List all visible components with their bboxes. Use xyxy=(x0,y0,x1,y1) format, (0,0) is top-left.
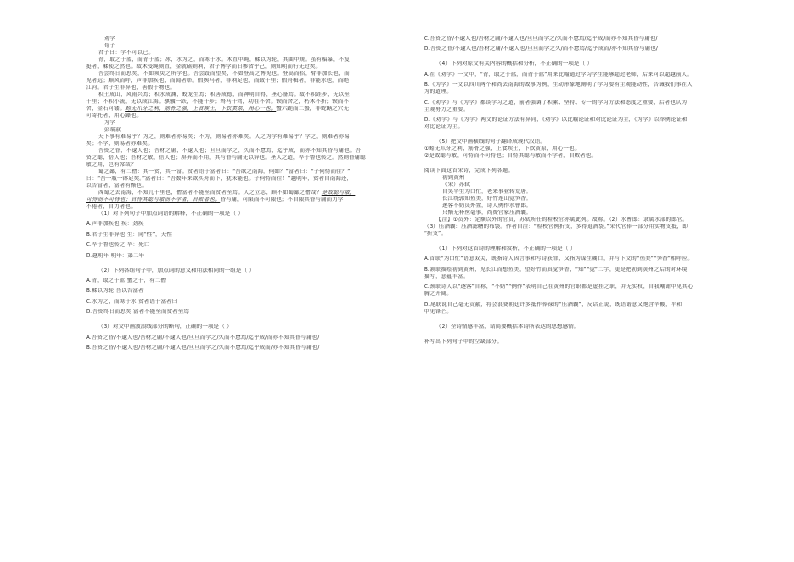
right-text-line xyxy=(424,89,724,96)
left-text-line xyxy=(86,299,386,306)
line-text: 天下事有难易乎？为之，则难者亦易矣；不为，则易者亦难矣。人之为学有难易乎？学之，则难者亦易 xyxy=(98,134,350,140)
line-spacer xyxy=(86,260,386,268)
left-text-line xyxy=(86,204,386,211)
right-text-line xyxy=(424,36,724,43)
left-text-line xyxy=(86,148,386,155)
line-text: 劝学 xyxy=(104,36,116,42)
line-text: 千里；不积小流，无以成江海。骐骥一跃，不能十步；驽马十驾，功在不舍。锲而舍之，朽木不折；锲而不 xyxy=(86,99,349,105)
line-text: 矣；不学，则易者亦难矣。 xyxy=(86,141,154,147)
line-spacer xyxy=(86,316,386,324)
line-text: 彭端淑 xyxy=(104,127,121,133)
left-text-line xyxy=(86,120,386,127)
left-text-line xyxy=(86,155,386,162)
left-text-line xyxy=(86,183,386,190)
right-text-line xyxy=(424,231,724,238)
line-text: 积土成山，风雨兴焉；积水成渊，蛟龙生焉；积善成德，而神明自得，圣心备焉。故不积跬步，无以至 xyxy=(98,92,350,98)
left-text-line xyxy=(86,50,386,57)
left-text-line xyxy=(86,92,386,99)
right-text-line xyxy=(424,309,724,316)
left-text-line xyxy=(86,211,386,218)
left-text-line xyxy=(86,127,386,134)
left-text-line xyxy=(86,141,386,148)
left-text-line xyxy=(86,309,386,316)
line-text: 逐客不妨员外置，诗人例作水曹郎。 xyxy=(442,202,532,209)
right-text-line xyxy=(424,61,724,68)
right-text-line xyxy=(424,153,724,160)
left-text-line xyxy=(86,242,386,249)
line-text: D.吾资之昏/不逮人也/吾材之庸/不逮人也/旦旦而学之久/而不怠焉/迄乎成而/亦不知其昏与庸也/ xyxy=(424,46,658,53)
right-text-line xyxy=(424,224,724,231)
line-spacer xyxy=(424,238,724,246)
left-text-line xyxy=(86,57,386,64)
right-text-line xyxy=(424,82,724,89)
right-text-line xyxy=(424,203,724,210)
left-text-line xyxy=(86,190,386,197)
right-text-line xyxy=(424,284,724,291)
line-text: ①蚓无爪牙之利，筋骨之强，上食埃土，下饮黄泉，用心一也。 xyxy=(424,145,581,152)
left-text-line xyxy=(86,278,386,285)
line-text: （1）下列对这首诗的理解和赏析，不正确的一项是（ ） xyxy=(436,245,576,252)
line-text: 胸之开阔。 xyxy=(424,291,452,298)
left-text-line xyxy=(86,134,386,141)
line-text: 敏之用，岂有常哉？ xyxy=(86,162,137,168)
left-text-line xyxy=(86,335,386,342)
line-text: 可寄托者，用心躁也。 xyxy=(86,113,142,119)
line-text: B.颔联描绘初到黄州，见长江而想鱼美，望好竹而真觉笋香，“知”“觉”二字，更是把初到黄州之后的对环境 xyxy=(424,266,688,273)
right-text-line xyxy=(424,100,724,107)
right-text-line xyxy=(424,182,724,189)
line-spacer xyxy=(424,316,724,324)
left-text-line xyxy=(86,345,386,352)
line-text: 长江绕郭知鱼美，好竹连山觉笋香。 xyxy=(442,195,532,202)
left-text-line xyxy=(86,71,386,78)
right-text-line xyxy=(424,146,724,153)
line-text: D.吾资终日而思矣 富者不能至而贫者至焉 xyxy=(86,309,189,316)
line-text: 荀子 xyxy=(104,43,116,49)
right-text-line xyxy=(424,324,724,331)
line-text: 对比论证为主。 xyxy=(424,123,464,130)
right-text-line xyxy=(424,210,724,217)
right-text-line xyxy=(424,196,724,203)
line-text: 阅读下面这首宋诗，完成下列各题。 xyxy=(424,167,514,174)
line-spacer xyxy=(424,131,724,139)
left-text-line xyxy=(86,232,386,239)
line-text: 青，取之于蓝，而青于蓝；冰，水为之，而寒于水。木直中绳，輮以为轮，其曲中规。虽有槁暴，不复 xyxy=(98,57,350,63)
right-text-line xyxy=(424,256,724,263)
left-text-line xyxy=(86,85,386,92)
left-text-line xyxy=(86,162,386,169)
line-text: （1）对下列句子中加点词语的解释，不正确的一项是（ ） xyxy=(98,211,244,217)
line-text: 舍，金石可镂。 xyxy=(86,106,126,112)
line-text: B.《为学》一文以四川两个和尚去南海的故事为例，生动形象地阐明了学习要有主观能动性，告诫我们事在人 xyxy=(424,82,693,89)
right-text-line xyxy=(424,339,724,346)
left-text-line xyxy=(86,268,386,275)
left-text-line xyxy=(86,36,386,43)
line-text: 不倦者，自力者也。 xyxy=(86,204,137,210)
line-text: 以告富者，富者有惭色。 xyxy=(86,183,148,189)
left-text-line xyxy=(86,253,386,260)
line-text: 主观努力之重要。 xyxy=(424,106,469,113)
left-text-line xyxy=(86,169,386,176)
line-text: 吾资之昏，不逮人也；吾材之庸，不逮人也；旦旦而学之，久而不怠焉，迄乎成，而亦不知其昏与庸也。吾 xyxy=(98,148,361,154)
left-text-line xyxy=(86,176,386,183)
underlined-sentence: 可恃而不可恃也；自恃其聪与敏而不学者，自败者也。 xyxy=(86,197,221,203)
right-text-line xyxy=(424,107,724,114)
line-text: A.声非加疾也 疾：劲疾 xyxy=(86,221,144,228)
right-text-line xyxy=(424,168,724,175)
line-text: 挺者，輮使之然也。故木受绳则直，金就砺则利，君子博学而日参省乎己，则知明而行无过矣。 xyxy=(86,64,321,70)
line-text: 初到黄州 xyxy=(442,174,465,181)
line-text: 补写出下列句子中的空缺部分。 xyxy=(424,338,503,345)
right-column xyxy=(424,36,724,346)
line-text: B.吾资之昏/不逮人也/吾材之庸/不逮人也/旦旦而学之/久而不怠焉/迄乎成而/亦不知其昏与庸也/ xyxy=(86,344,320,351)
right-text-line xyxy=(424,189,724,196)
left-text-line xyxy=(86,221,386,228)
line-text: D.尾联说自己毫无贡献，将会浪费朝廷许多抵作俸禄的“压酒囊”，反话正说，既语谐意又饱含辛酸，平和 xyxy=(424,301,683,308)
line-text: B.君子生非异也 生：同“性”，天性 xyxy=(86,231,172,238)
line-text: A.吾资之昏/不逮人也/吾材之庸/不逮人也/旦旦而学之/久而不怠焉/迄乎成/而亦不知其昏与庸也/ xyxy=(86,334,320,341)
line-text: 蜀之鄙，有二僧：其一贫，其一富。贫者语于富者曰：“吾欲之南海，何如？”富者曰：“子何恃而往？” xyxy=(98,169,351,175)
line-text: 【注】①员外：定额以外的官员，苏轼所任的检校官亦属此列。故称。（2）水曹郎：隶属水部的郎官。 xyxy=(436,216,688,223)
line-text: C.水为之，而寒于水 贫者语于富者曰 xyxy=(86,298,178,305)
line-text-continued: 蟹六跪而二螯，非蛇鳝之穴无 xyxy=(276,106,349,112)
right-text-line xyxy=(424,72,724,79)
line-text: 自笑平生为口忙，老来事业转荒唐。 xyxy=(442,188,532,195)
line-text: 君子曰：学不可以已。 xyxy=(98,50,154,56)
line-text: C.吾资之昏/不逮人也/吾材之庸/不逮人也/旦旦而学之/久而不怠焉/迄乎成/而亦不知其昏与庸也/ xyxy=(424,36,658,42)
line-text: B.輮以为轮 吾以告富者 xyxy=(86,288,144,295)
left-text-line xyxy=(86,288,386,295)
line-text-continued: 昏与庸，可限而不可限也；不自限其昏与庸而力学 xyxy=(220,197,344,203)
line-text: （2）下列各组句子中，加点词的意义和用法相同的一组是（ ） xyxy=(98,267,255,274)
line-text: （3）对文中画波浪线部分的断句，正确的一项是（ ） xyxy=(98,324,232,331)
right-text-line xyxy=(424,175,724,182)
line-text: 只惭无补丝毫事，尚费官家压酒囊。 xyxy=(442,209,532,216)
line-text: C.颈联诗人以“逐客”自称，“不妨”“例作”表明自己在黄州的官职都是虚挂之职，并无实权，自我嘲谑中见其心 xyxy=(424,284,694,291)
underlined-sentence: 蚓无爪牙之利，筋骨之强，上食埃土，下饮黄泉，用心一也。 xyxy=(125,106,277,112)
line-text: C.《劝学》与《为学》都谈学习之道，前者强调了积累、坚持、专一的学习方法和态度之重要，后者也认为 xyxy=(424,99,687,106)
line-text: “折支”。 xyxy=(424,230,447,237)
underlined-sentence: 是故聪与敏， xyxy=(321,190,356,196)
line-text: （3）压酒囊：压酒滤糟的布袋。作者自注：“检校官例折支，多得退酒袋。”宋代官俸一部分用实物支抵，即 xyxy=(424,223,688,230)
line-text: A.在《劝学》一文中，“青，取之于蓝，而青于蓝”用来比喻通过学习学生能够超过老师，后来可以超越前人。 xyxy=(424,71,693,78)
line-text: 资之聪，倍人也；吾材之敏，倍人也；屏弃而不用，其与昏与庸无以异也。圣人之道，卒于鲁也传之。然则昏庸聪 xyxy=(86,155,366,161)
right-text-line xyxy=(424,246,724,253)
right-text-line xyxy=(424,117,724,124)
left-text-line xyxy=(86,43,386,50)
right-text-line xyxy=(424,291,724,298)
line-text: D.越明年 明年：第二年 xyxy=(86,252,145,259)
line-text: ②是故聪与敏，可恃而不可恃也；自恃其聪与敏而不学者，自败者也。 xyxy=(424,152,597,159)
line-text: 江河。君子生非异也，善假于物也。 xyxy=(86,85,176,91)
right-text-line xyxy=(424,302,724,309)
left-text-line xyxy=(86,113,386,120)
line-spacer xyxy=(424,53,724,61)
right-text-line xyxy=(424,46,724,53)
right-text-line xyxy=(424,267,724,274)
line-text: A.青，取之于蓝 蟹之于，有二僧 xyxy=(86,277,167,284)
right-text-line xyxy=(424,139,724,146)
line-text: 为学 xyxy=(104,120,116,126)
line-text: （宋）苏轼 xyxy=(442,181,470,188)
right-text-line xyxy=(424,274,724,281)
left-text-line xyxy=(86,324,386,331)
right-text-line xyxy=(424,124,724,131)
line-text: 描写，意蕴丰富。 xyxy=(424,273,469,280)
line-text: （2）全诗情感丰富，请简要概括本诗所表达的思想感情。 xyxy=(436,323,580,330)
line-text: 西蜀之去南海，不知几千里也，僧富者不能至而贫者至焉。人之立志，顾不如蜀鄙之僧哉？ xyxy=(98,190,322,196)
line-text: 为的道理。 xyxy=(424,89,452,96)
left-text-line xyxy=(86,197,386,204)
left-text-line xyxy=(86,99,386,106)
line-text: （5）把文中画横线的句子翻译成现代汉语。 xyxy=(436,138,546,145)
line-text: 中见锋芒。 xyxy=(424,308,452,315)
line-text: A.首联“为口忙”语意双关，既指诗人因言事和写诗获罪，又指为谋生糊口，并与下文的“鱼美”“笋香”相呼应。 xyxy=(424,256,694,263)
left-text-line xyxy=(86,106,386,113)
line-spacer xyxy=(424,160,724,168)
left-column xyxy=(86,36,386,352)
line-spacer xyxy=(424,331,724,339)
left-text-line xyxy=(86,64,386,71)
line-text: 吾尝终日而思矣，不如须臾之所学也。吾尝跂而望矣，不如登高之博见也。登高而招，臂非加长也，而 xyxy=(98,71,350,77)
line-text: 曰：“吾一瓶一钵足矣。”富者曰：“吾数年来欲买舟而下，犹未能也。子何恃而往！”越明年，贫者自南海还， xyxy=(86,176,353,182)
line-text: 见者远；顺风而呼，声非加疾也，而闻者彰。假舆马者，非利足也，而致千里；假舟楫者，非能水也，而绝 xyxy=(86,78,349,84)
line-text: （4）下列对原文有关内容的概括和分析，不正确的一项是（ ） xyxy=(436,61,593,68)
left-text-line xyxy=(86,78,386,85)
right-text-line xyxy=(424,217,724,224)
line-text: D.《劝学》与《为学》两文的论证方法有异同，《劝学》以比喻论证和对比论证为主，《为学》以举例论证和 xyxy=(424,116,688,123)
line-text: C.卒于鲁也传之 卒：死亡 xyxy=(86,242,150,249)
